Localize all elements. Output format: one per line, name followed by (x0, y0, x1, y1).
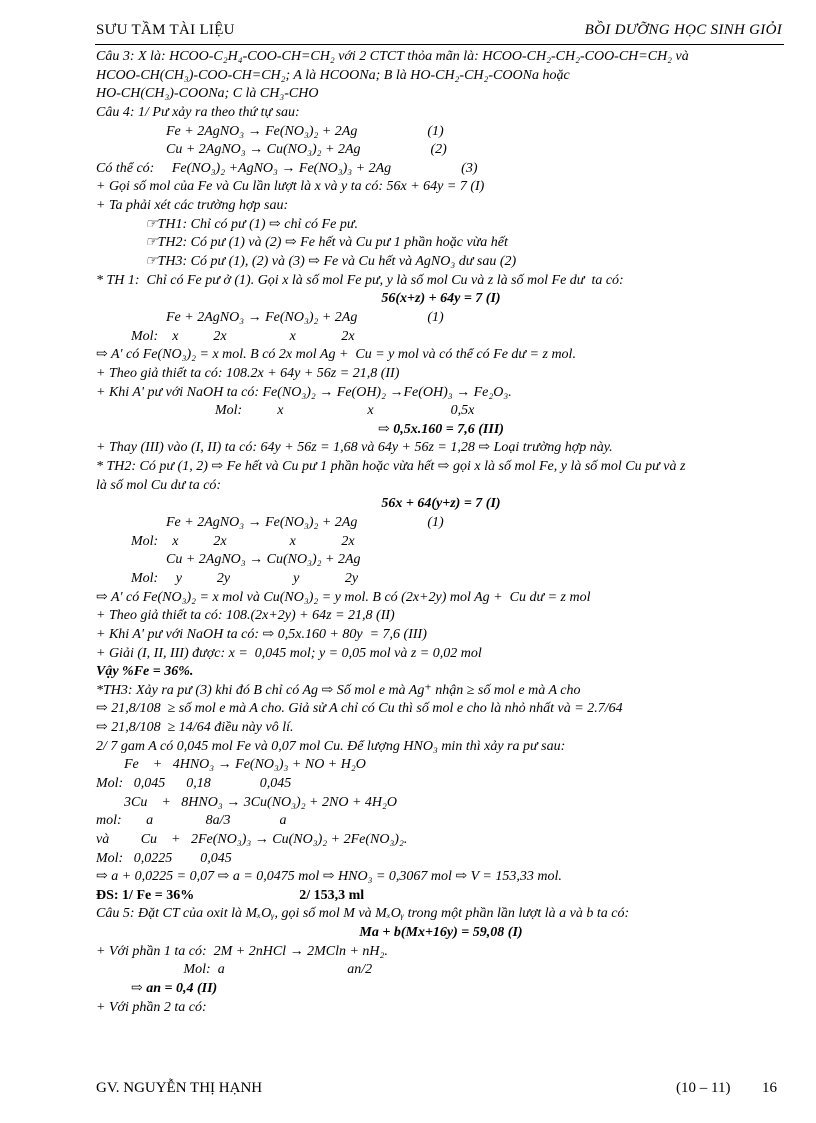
doc-line: ⇨ 21,8/108 ≥ số mol e mà A cho. Giả sử A chỉ có Cu thì số mol e cho là nhỏ nhất và = 2.7/64 (96, 701, 623, 717)
doc-line: ☞TH2: Có pư (1) và (2) ⇨ Fe hết và Cu pư 1 phần hoặc vừa hết (96, 235, 508, 251)
doc-line: *TH3: Xảy ra pư (3) khi đó B chỉ có Ag ⇨ Số mol e mà Ag⁺ nhận ≥ số mol e mà A cho (96, 682, 581, 698)
doc-line: + Thay (III) vào (I, II) ta có: 64y + 56z = 1,68 và 64y + 56z = 1,28 ⇨ Loại trường hợp này. (96, 440, 613, 456)
page-number: 16 (762, 1080, 777, 1096)
doc-line: HCOO-CH(CH₃)-COO-CH=CH₂; A là HCOONa; B là HO-CH₂-CH₂-COONa hoặc (96, 67, 570, 83)
document-body (96, 48, 786, 1017)
doc-line: Fe + 2AgNO₃ → Fe(NO₃)₂ + 2Ag (1) (96, 309, 444, 325)
doc-line: + Với phần 2 ta có: (96, 999, 207, 1015)
doc-line: * TH 1: Chỉ có Fe pư ở (1). Gọi x là số mol Fe pư, y là số mol Cu và z là số mol Fe dư ta có: (96, 272, 624, 288)
header-rule (95, 44, 784, 45)
doc-line: Mol: 0,045 0,18 0,045 (96, 775, 292, 791)
doc-line: Fe + 4HNO₃ → Fe(NO₃)₃ + NO + H₂O (96, 757, 366, 773)
doc-line: + Giải (I, II, III) được: x = 0,045 mol; y = 0,05 mol và z = 0,02 mol (96, 645, 482, 661)
doc-line: Mol: y 2y y 2y (96, 570, 359, 586)
doc-line: Câu 5: Đặt CT của oxit là MₓOᵧ, gọi số mol M và MₓOᵧ trong một phần lần lượt là a và b ta có: (96, 906, 630, 922)
doc-line: HO-CH(CH₃)-COONa; C là CH₃-CHO (96, 86, 319, 102)
doc-line: 3Cu + 8HNO₃ → 3Cu(NO₃)₂ + 2NO + 4H₂O (96, 794, 397, 810)
equation-line: 56(x+z) + 64y = 7 (I) (381, 291, 501, 307)
doc-line: Có thể có: Fe(NO₃)₂ +AgNO₃ → Fe(NO₃)₃ + 2Ag (3) (96, 160, 478, 176)
doc-line: Mol: x 2x x 2x (96, 533, 355, 549)
doc-line: Câu 3: X là: HCOO-C₂H₄-COO-CH=CH₂ với 2 CTCT thỏa mãn là: HCOO-CH₂-CH₂-COO-CH=CH₂ và (96, 49, 689, 64)
doc-line: + Khi A' pư với NaOH ta có: Fe(NO₃)₂ → Fe(OH)₂ →Fe(OH)₃ → Fe₂O₃. (96, 384, 512, 400)
equation-line: Ma + b(Mx+16y) = 59,08 (I) (359, 925, 523, 941)
footer-author: GV. NGUYỄN THỊ HẠNH (96, 1080, 263, 1096)
doc-line: Mol: 0,0225 0,045 (96, 850, 232, 866)
doc-line: + Khi A' pư với NaOH ta có: ⇨ 0,5x.160 + 80y = 7,6 (III) (96, 626, 427, 642)
footer-grade: (10 – 11) (676, 1080, 731, 1096)
doc-line: 2/ 7 gam A có 0,045 mol Fe và 0,07 mol Cu. Để lượng HNO₃ min thì xảy ra pư sau: (96, 738, 566, 754)
doc-line: ⇨ A' có Fe(NO₃)₂ = x mol và Cu(NO₃)₂ = y mol. B có (2x+2y) mol Ag + Cu dư = z mol (96, 589, 591, 605)
doc-line: * TH2: Có pư (1, 2) ⇨ Fe hết và Cu pư 1 phần hoặc vừa hết ⇨ gọi x là số mol Fe, y là số mol Cu pư và z (96, 459, 686, 475)
doc-line: mol: a 8a/3 a (96, 813, 287, 829)
doc-line: Câu 4: 1/ Pư xảy ra theo thứ tự sau: (96, 104, 300, 120)
doc-line: Cu + 2AgNO₃ → Cu(NO₃)₂ + 2Ag (96, 552, 361, 568)
doc-line: Fe + 2AgNO₃ → Fe(NO₃)₂ + 2Ag (1) (96, 515, 444, 531)
doc-line: là số mol Cu dư ta có: (96, 477, 222, 493)
doc-line: + Ta phải xét các trường hợp sau: (96, 198, 289, 214)
doc-line: ☞TH1: Chỉ có pư (1) ⇨ chỉ có Fe pư. (96, 216, 358, 232)
doc-line: và Cu + 2Fe(NO₃)₃ → Cu(NO₃)₂ + 2Fe(NO₃)₂. (96, 831, 408, 847)
doc-line: ⇨ A' có Fe(NO₃)₂ = x mol. B có 2x mol Ag + Cu = y mol và có thể có Fe dư = z mol. (96, 347, 576, 363)
equation-line: 56x + 64(y+z) = 7 (I) (381, 496, 501, 512)
doc-line: Fe + 2AgNO₃ → Fe(NO₃)₂ + 2Ag (1) (96, 123, 444, 139)
doc-line: Mol: x x 0,5x (96, 403, 475, 419)
answer-line: ĐS: 1/ Fe = 36% 2/ 153,3 ml (96, 887, 365, 903)
header-right-title: BỒI DƯỠNG HỌC SINH GIỎI (584, 22, 782, 38)
doc-line: + Gọi số mol của Fe và Cu lần lượt là x và y ta có: 56x + 64y = 7 (I) (96, 179, 485, 195)
doc-line: ☞TH3: Có pư (1), (2) và (3) ⇨ Fe và Cu hết và AgNO₃ dư sau (2) (96, 254, 517, 270)
doc-line: + Theo giả thiết ta có: 108.(2x+2y) + 64z = 21,8 (II) (96, 608, 395, 624)
header-left-title: SƯU TẦM TÀI LIỆU (96, 22, 235, 38)
doc-line: Mol: a an/2 (96, 962, 373, 978)
doc-line: ⇨ a + 0,0225 = 0,07 ⇨ a = 0,0475 mol ⇨ HNO₃ = 0,3067 mol ⇨ V = 153,33 mol. (96, 869, 562, 885)
doc-line: + Với phần 1 ta có: 2M + 2nHCl → 2MCln + nH₂. (96, 943, 388, 959)
doc-line: Vậy %Fe = 36%. (96, 664, 194, 680)
doc-line: Mol: x 2x x 2x (96, 328, 355, 344)
doc-line: + Theo giả thiết ta có: 108.2x + 64y + 56z = 21,8 (II) (96, 365, 400, 381)
equation-line: ⇨ 0,5x.160 = 7,6 (III) (378, 421, 504, 437)
doc-line: ⇨ an = 0,4 (II) (96, 981, 218, 997)
doc-line: Cu + 2AgNO₃ → Cu(NO₃)₂ + 2Ag (2) (96, 142, 447, 158)
doc-line: ⇨ 21,8/108 ≥ 14/64 điều này vô lí. (96, 720, 294, 736)
